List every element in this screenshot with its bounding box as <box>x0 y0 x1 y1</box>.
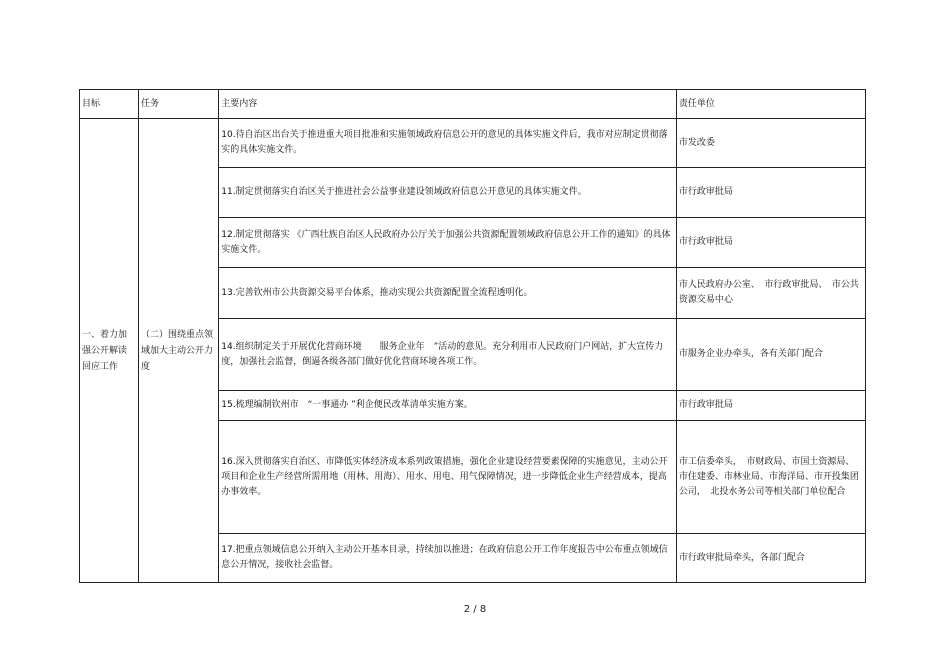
table-header-row <box>80 90 866 119</box>
content-cell: 17.把重点领域信息公开纳入主动公开基本目录，持续加以推进；在政府信息公开工作年度报告中公布重点领域信息公开情况，接收社会监督。 <box>219 534 677 583</box>
content-cell: 16.深入贯彻落实自治区、市降低实体经济成本系列政策措施，强化企业建设经营要素保障的实施意见，主动公开项目和企业生产经营所需用地（用林、用海）、用水、用电、用气保障情况，进一步降低企业生产经营成本，提高办事效率。 <box>219 421 677 534</box>
header-unit: 责任单位 <box>676 90 865 119</box>
unit-cell: 市服务企业办牵头，各有关部门配合 <box>676 319 865 391</box>
content-cell: 10.待自治区出台关于推进重大项目批准和实施领域政府信息公开的意见的具体实施文件后，我市对应制定贯彻落实的具体实施文件。 <box>219 119 677 168</box>
header-task: 任务 <box>138 90 218 119</box>
table-row <box>80 119 866 168</box>
unit-cell: 市行政审批局 <box>676 218 865 268</box>
header-goal: 目标 <box>80 90 139 119</box>
unit-cell: 市行政审批局 <box>676 391 865 421</box>
goal-cell <box>80 119 139 583</box>
unit-cell: 市发改委 <box>676 119 865 168</box>
content-cell: 15.梳理编制钦州市 “一事通办 ”利企便民改革清单实施方案。 <box>219 391 677 421</box>
content-cell: 13.完善钦州市公共资源交易平台体系，推动实现公共资源配置全流程透明化。 <box>219 268 677 319</box>
task-cell <box>138 119 218 583</box>
page-number: 2 / 8 <box>463 604 487 615</box>
header-content: 主要内容 <box>219 90 677 119</box>
task-text: （二）围绕重点领域加大主动公开力度 <box>140 329 213 372</box>
unit-cell: 市工信委牵头， 市财政局、市国土资源局、市住建委、市林业局、市海洋局、市开投集团公司， 北投水务公司等相关部门单位配合 <box>676 421 865 534</box>
content-cell: 11.制定贯彻落实自治区关于推进社会公益事业建设领域政府信息公开意见的具体实施文件。 <box>219 168 677 218</box>
unit-cell: 市行政审批局 <box>676 168 865 218</box>
task-table <box>79 89 866 583</box>
content-cell: 12.制定贯彻落实 《广西壮族自治区人民政府办公厅关于加强公共资源配置领域政府信息公开工作的通知》的具体实施文件。 <box>219 218 677 268</box>
content-cell: 14.组织制定关于开展优化营商环境 服务企业年 ”活动的意见。充分利用市人民政府门户网站，扩大宣传力度，加强社会监督，倒逼各级各部门做好优化营商环境各项工作。 <box>219 319 677 391</box>
unit-cell: 市行政审批局牵头，各部门配合 <box>676 534 865 583</box>
unit-cell: 市人民政府办公室、 市行政审批局、 市公共资源交易中心 <box>676 268 865 319</box>
goal-text: 一、着力加强公开解读回应工作 <box>82 329 128 372</box>
